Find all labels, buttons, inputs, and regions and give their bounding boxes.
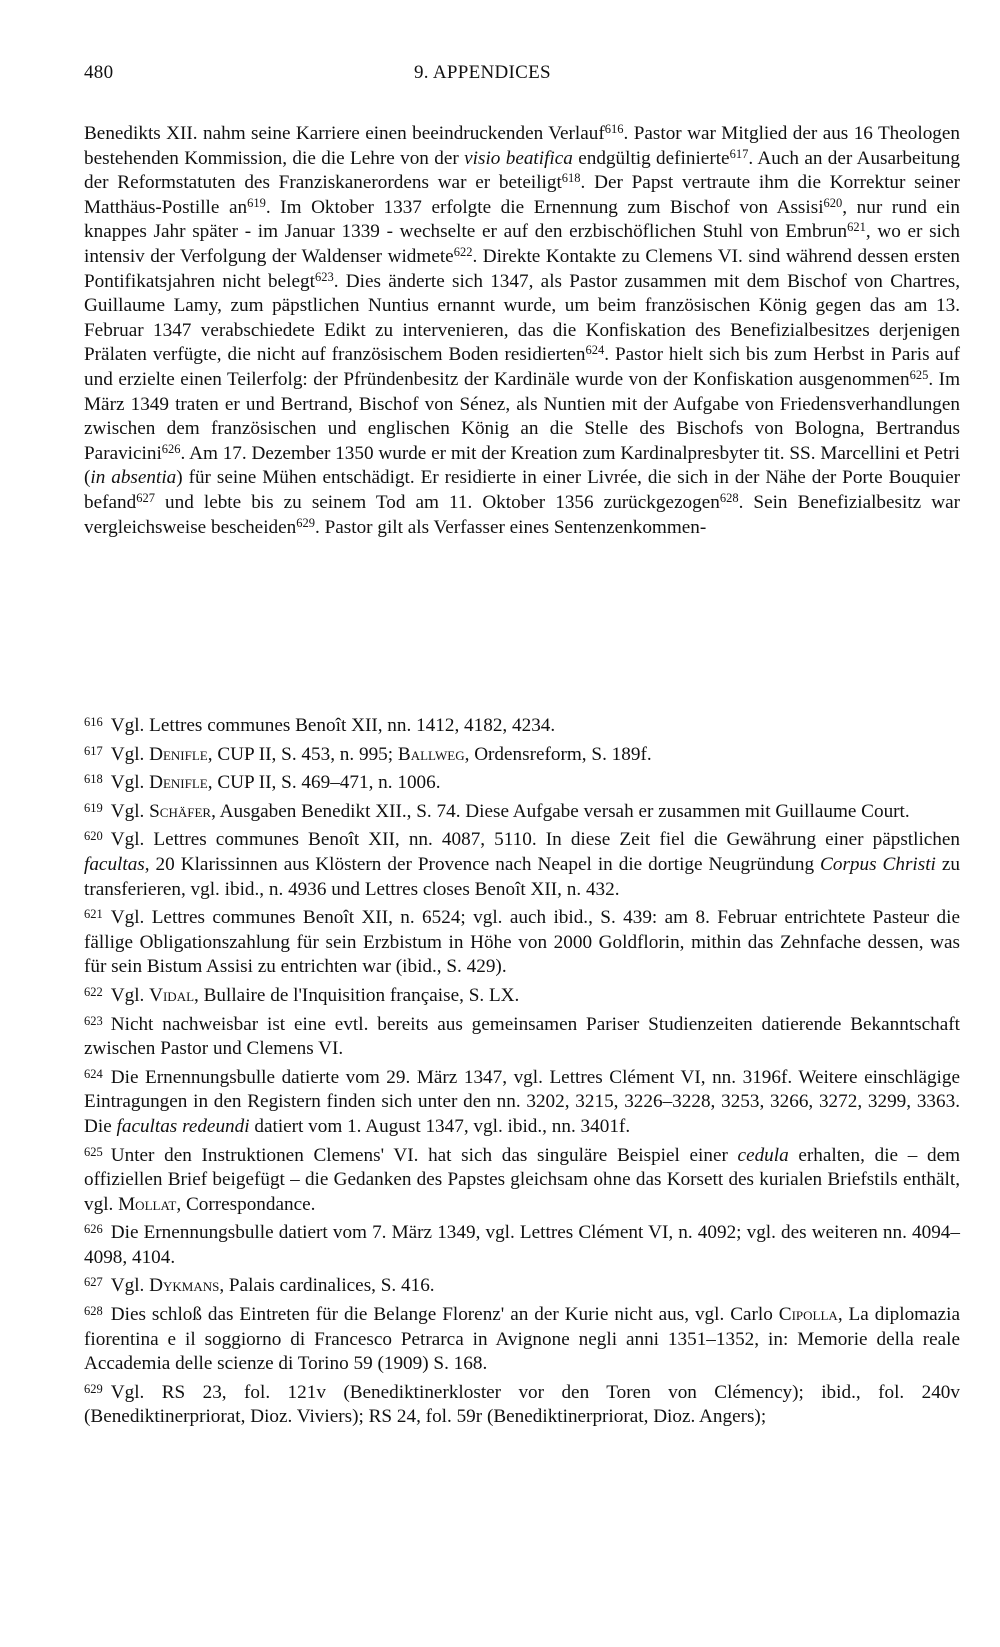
footnote-text: Vgl. bbox=[110, 772, 150, 794]
footnote-text: , Bullaire de l'Inquisition française, S. LX. bbox=[194, 984, 520, 1006]
footnote-number: 621 bbox=[84, 907, 103, 922]
text-span: . Sein Benefizialbesitz war vergleichsweise bescheiden bbox=[84, 491, 960, 538]
footnote-616 bbox=[84, 710, 960, 739]
text-span: . Der Papst vertraute ihm die Korrektur seiner Matthäus-Postille an bbox=[84, 172, 960, 218]
footnote-text: , Ordensreform, S. 189f. bbox=[464, 743, 652, 765]
footnote-number: 623 bbox=[84, 1013, 103, 1028]
footnote-number: 625 bbox=[84, 1144, 103, 1159]
footnote-number: 622 bbox=[84, 984, 103, 999]
text-span: und lebte bis zu seinem Tod am 11. Oktober 1356 zurückgezogen bbox=[154, 491, 720, 513]
footnote-text: datiert vom 1. August 1347, vgl. ibid., nn. 3401f. bbox=[249, 1115, 631, 1137]
footnote-text: , 20 Klarissinnen aus Klöstern der Provence nach Neapel in die dortige Neugründung bbox=[144, 853, 821, 875]
footnote-628 bbox=[84, 1299, 960, 1377]
author-name: Cipolla bbox=[778, 1304, 838, 1326]
footnote-number: 620 bbox=[84, 829, 103, 844]
footnote-text: Nicht nachweisbar ist eine evtl. bereits aus gemeinsamen Pariser Studienzeiten datierende Bekanntschaft zwischen Pastor und Clemens VI. bbox=[84, 1013, 960, 1060]
footnote-text: Vgl. Lettres communes Benoît XII, nn. 4087, 5110. In diese Zeit fiel die Gewährung einer päpstlichen bbox=[110, 829, 960, 851]
footnote-625 bbox=[84, 1140, 960, 1218]
text-span: ) für seine Mühen entschädigt. Er residierte in einer Livrée, die sich in der Nähe der Porte Bouquier befand bbox=[84, 467, 960, 513]
page-number: 480 bbox=[84, 62, 114, 83]
footnote-number: 626 bbox=[84, 1222, 103, 1237]
footnote-ref[interactable]: 619 bbox=[247, 195, 266, 210]
footnote-text: Die Ernennungsbulle datiert vom 7. März 1349, vgl. Lettres Clément VI, n. 4092; vgl. des weiteren nn. 4094–4098, 4104. bbox=[84, 1222, 960, 1268]
footnote-number: 627 bbox=[84, 1275, 103, 1290]
italic-term: Corpus Christi bbox=[820, 853, 936, 875]
footnote-text: Vgl. bbox=[110, 1275, 150, 1297]
footnote-text: Dies schloß das Eintreten für die Belange Florenz' an der Kurie nicht aus, vgl. Carlo bbox=[110, 1304, 779, 1326]
main-text bbox=[84, 122, 960, 540]
footnote-ref[interactable]: 618 bbox=[561, 171, 581, 186]
text-span: . Pastor war Mitglied der aus 16 Theologen bestehenden Kommission, die die Lehre von der bbox=[84, 123, 961, 169]
footnote-number: 617 bbox=[84, 743, 103, 758]
footnote-text: Vgl. RS 23, fol. 121v (Benediktinerkloster vor den Toren von Clémency); ibid., fol. 240v (Benediktinerpriorat, Dioz. Viviers); RS 24, fol. 59r (Benediktinerpriorat, Dioz. Angers); bbox=[84, 1381, 960, 1428]
footnote-627 bbox=[84, 1270, 960, 1299]
footnote-number: 624 bbox=[84, 1066, 103, 1081]
footnote-619 bbox=[84, 796, 960, 825]
footnote-text: Vgl. Lettres communes Benoît XII, n. 6524; vgl. auch ibid., S. 439: am 8. Februar entrichtete Pasteur die fällige Obligationszahlung für sein Erzbistum in Höhe von 2000 Goldflorin, mithin das Zehnfache dessen, was für sein Bistum Assisi zu entrichten war (ibid., S. 429). bbox=[84, 907, 960, 978]
italic-term: cedula bbox=[737, 1144, 789, 1166]
footnote-ref[interactable]: 616 bbox=[604, 122, 624, 136]
text-span: . Im Oktober 1337 erfolgte die Ernennung zum Bischof von Assisi bbox=[265, 196, 824, 218]
footnote-ref[interactable]: 625 bbox=[909, 367, 929, 382]
body-paragraph bbox=[84, 122, 960, 540]
footnote-text: , Correspondance. bbox=[176, 1193, 316, 1215]
page-header bbox=[84, 62, 944, 88]
footnote-number: 628 bbox=[84, 1304, 103, 1319]
footnote-626 bbox=[84, 1217, 960, 1270]
footnote-text: , La diplomazia fiorentina e il soggiorno di Francesco Petrarca in Avignone negli anni 1351–1352, in: Memorie della reale Accademia delle scienze di Torino 59 (1909) S. 168. bbox=[84, 1304, 960, 1375]
author-name: Denifle bbox=[149, 743, 208, 765]
author-name: Ballweg bbox=[397, 743, 465, 765]
author-name: Denifle bbox=[149, 772, 208, 794]
text-span: , wo er sich intensiv der Verfolgung der Waldenser widmete bbox=[84, 221, 960, 267]
footnote-number: 618 bbox=[84, 772, 103, 787]
footnote-text: Vgl. bbox=[110, 984, 150, 1006]
footnote-ref[interactable]: 623 bbox=[314, 269, 334, 284]
footnote-623 bbox=[84, 1009, 960, 1062]
footnote-text: Vgl. bbox=[110, 800, 150, 822]
text-span: , nur rund ein knappes Jahr später - im Januar 1339 - wechselte er auf den erzbischöflichen Stuhl von Embrun bbox=[84, 196, 960, 243]
footnote-618 bbox=[84, 767, 960, 796]
footnote-ref[interactable]: 628 bbox=[719, 490, 739, 505]
footnote-text: erhalten, die – dem offiziellen Brief beigefügt – die Gedanken des Papstes gleichsam ohne das Korsett des kurialen Briefstils enthält, vgl. bbox=[84, 1144, 961, 1215]
text-span: . Direkte Kontakte zu Clemens VI. sind während dessen ersten Pontifikatsjahren nicht belegt bbox=[84, 245, 960, 292]
footnotes-section bbox=[84, 710, 960, 1430]
footnote-text: Vgl. Lettres communes Benoît XII, nn. 1412, 4182, 4234. bbox=[110, 715, 556, 736]
text-span: endgültig definierte bbox=[572, 147, 730, 169]
footnote-ref[interactable]: 617 bbox=[729, 146, 749, 161]
footnote-ref[interactable]: 621 bbox=[847, 220, 866, 235]
text-span: . Pastor hielt sich bis zum Herbst in Paris auf und erzielte einen Teilerfolg: der Pfründenbesitz der Kardinäle wurde von der Konfiskation ausgenommen bbox=[84, 344, 960, 390]
footnote-ref[interactable]: 620 bbox=[823, 195, 843, 210]
footnote-text: Die Ernennungsbulle datierte vom 29. März 1347, vgl. Lettres Clément VI, nn. 3196f. Weitere einschlägige Eintragungen in den Registern finden sich unter den nn. 3202, 3215, 3226–3228, 3253, 3266, 3272, 3299, 3363. Die bbox=[84, 1066, 960, 1137]
footnote-text: , Palais cardinalices, S. 416. bbox=[219, 1275, 435, 1297]
footnote-622 bbox=[84, 980, 960, 1009]
footnote-text: Unter den Instruktionen Clemens' VI. hat sich das singuläre Beispiel einer bbox=[110, 1144, 738, 1166]
italic-term: facultas bbox=[84, 853, 145, 875]
footnote-ref[interactable]: 626 bbox=[161, 441, 181, 456]
footnote-number: 619 bbox=[84, 800, 103, 815]
author-name: Vidal bbox=[149, 984, 195, 1006]
text-span: . Pastor gilt als Verfasser eines Sentenzenkommen- bbox=[314, 516, 707, 538]
author-name: Mollat bbox=[118, 1193, 177, 1215]
italic-term: in absentia bbox=[90, 467, 177, 489]
footnote-text: , CUP II, S. 453, n. 995; bbox=[207, 743, 398, 765]
footnote-ref[interactable]: 627 bbox=[136, 490, 155, 505]
italic-term: visio beatifica bbox=[464, 147, 573, 169]
footnote-617 bbox=[84, 739, 960, 768]
footnote-text: , Ausgaben Benedikt XII., S. 74. Diese Aufgabe versah er zusammen mit Guillaume Court. bbox=[211, 800, 910, 822]
author-name: Dykmans bbox=[149, 1275, 220, 1297]
footnote-621 bbox=[84, 902, 960, 980]
footnote-ref[interactable]: 622 bbox=[453, 244, 473, 259]
footnote-629 bbox=[84, 1377, 960, 1430]
text-span: Benedikts XII. nahm seine Karriere einen beeindruckenden Verlauf bbox=[84, 123, 605, 144]
footnote-number: 629 bbox=[84, 1381, 103, 1396]
footnote-ref[interactable]: 629 bbox=[296, 515, 315, 530]
author-name: Schäfer bbox=[149, 800, 212, 822]
footnote-624 bbox=[84, 1062, 960, 1140]
italic-term: facultas redeundi bbox=[116, 1115, 250, 1137]
footnote-text: zu transferieren, vgl. ibid., n. 4936 und Lettres closes Benoît XII, n. 432. bbox=[84, 853, 960, 900]
text-span: . Auch an der Ausarbeitung der Reformstatuten des Franziskanerordens war er beteiligt bbox=[84, 147, 960, 194]
text-span: . Am 17. Dezember 1350 wurde er mit der Kreation zum Kardinalpresbyter tit. SS. Marcellini et Petri ( bbox=[84, 442, 960, 489]
text-span: . Dies änderte sich 1347, als Pastor zusammen mit dem Bischof von Chartres, Guillaume Lamy, zum päpstlichen Nuntius ernannt wurde, um beim französischen König gegen das am 13. Februar 1347 verabschiedete Edikt zu intervenieren, das die Konfiskation des Benefizialbesitzes derjenigen Prälaten verfügte, die nicht auf französischem Boden residierten bbox=[84, 270, 960, 366]
footnote-ref[interactable]: 624 bbox=[585, 343, 605, 358]
footnote-620 bbox=[84, 824, 960, 902]
running-head: 9. APPENDICES bbox=[414, 62, 551, 83]
footnote-number: 616 bbox=[84, 715, 103, 729]
footnote-text: , CUP II, S. 469–471, n. 1006. bbox=[207, 772, 441, 794]
text-span: . Im März 1349 traten er und Bertrand, Bischof von Sénez, als Nuntien mit der Aufgabe von Friedensverhandlungen zwischen dem französischen und englischen König an die Stelle des Bischofs von Bologna, Bertrandus Paravicini bbox=[84, 368, 960, 464]
footnote-text: Vgl. bbox=[110, 743, 150, 765]
